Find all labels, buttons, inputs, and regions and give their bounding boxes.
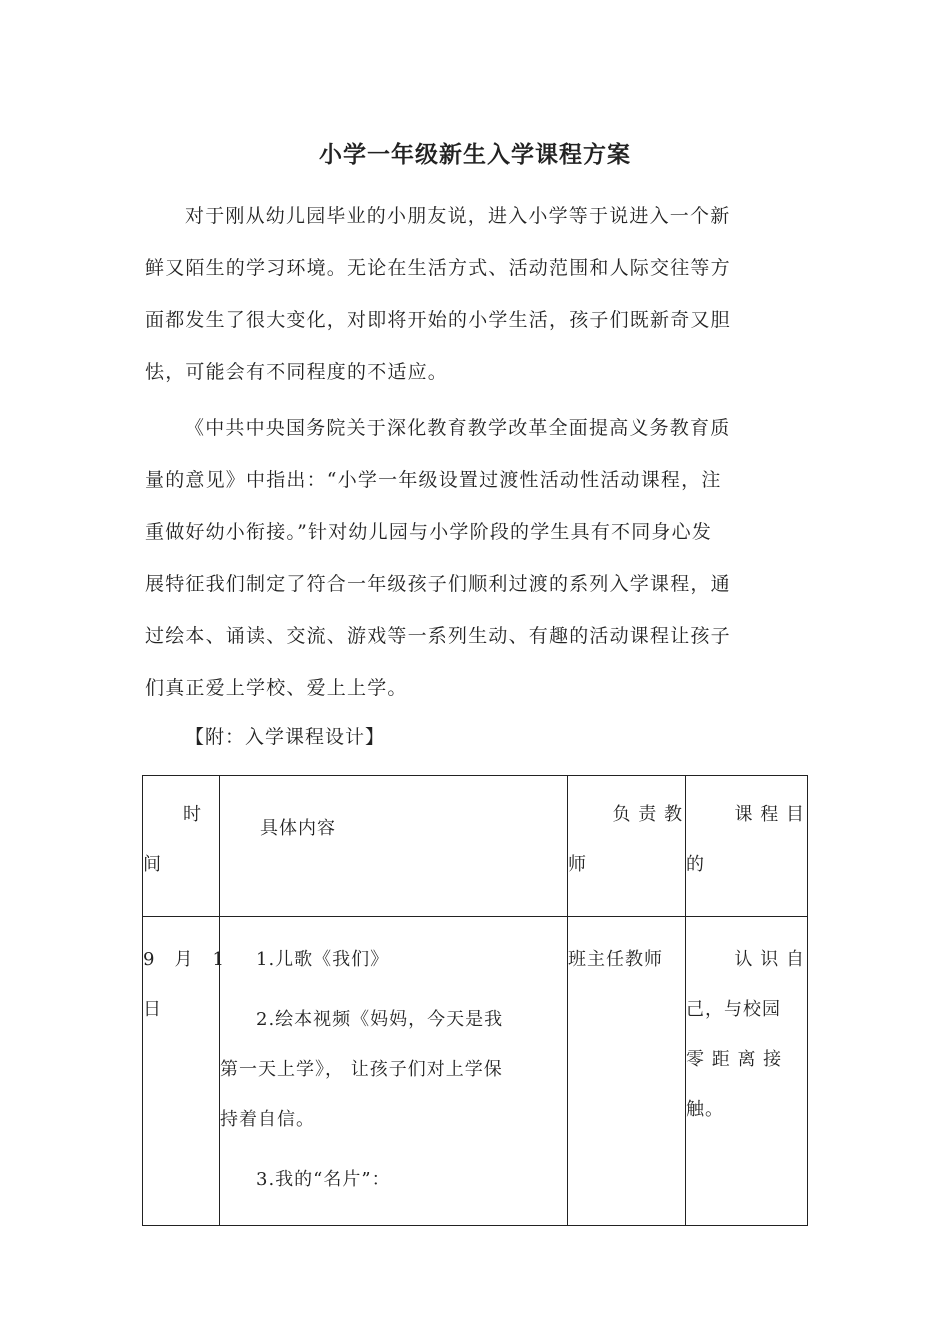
text-line: 面都发生了很大变化，对即将开始的小学生活，孩子们既新奇又胆 [145, 309, 731, 331]
cell-text: 己，与校园 [686, 999, 781, 1020]
text-line: 鲜又陌生的学习环境。无论在生活方式、活动范围和人际交往等方 [145, 257, 731, 279]
header-text: 师 [568, 854, 587, 875]
header-text: 课 程 目 [734, 804, 805, 825]
intro-paragraph [145, 190, 809, 398]
cell-text: 第一天上学》， 让孩子们对上学保 [220, 1059, 503, 1080]
course-table [142, 775, 808, 1226]
header-goal [686, 776, 808, 917]
header-text: 的 [686, 854, 705, 875]
cell-text: 触。 [686, 1099, 724, 1120]
cell-time [143, 917, 225, 1226]
text-line: 对于刚从幼儿园毕业的小朋友说，进入小学等于说进入一个新 [185, 205, 731, 227]
cell-content [220, 917, 568, 1226]
table-row [143, 917, 808, 1226]
cell-text: 零 距 离 接 [686, 1049, 783, 1070]
text-line: 过绘本、诵读、交流、游戏等一系列生动、有趣的活动课程让孩子 [145, 625, 731, 647]
header-content [220, 776, 568, 917]
document-title: 小学一年级新生入学课程方案 [319, 141, 631, 168]
cell-text: 认 识 自 [734, 949, 805, 970]
text-line: 量的意见》中指出：“小学一年级设置过渡性活动性活动课程，注 [145, 469, 722, 491]
cell-goal [686, 917, 808, 1226]
header-teacher [568, 776, 686, 917]
policy-paragraph [145, 402, 809, 714]
text-line: 怯，可能会有不同程度的不适应。 [145, 361, 449, 383]
cell-teacher [568, 917, 686, 1226]
header-text: 间 [143, 854, 162, 875]
cell-text: 2.绘本视频《妈妈，今天是我 [256, 1009, 504, 1030]
text-line: 展特征我们制定了符合一年级孩子们顺利过渡的系列入学课程，通 [145, 573, 731, 595]
cell-text: 1.儿歌《我们》 [256, 949, 390, 970]
cell-text: 持着自信。 [220, 1109, 315, 1130]
table-header-row [143, 776, 808, 917]
cell-text: 日 [143, 999, 162, 1020]
header-text: 具体内容 [260, 818, 336, 839]
text-line: 《中共中央国务院关于深化教育教学改革全面提高义务教育质 [185, 417, 731, 439]
cell-text: 3.我的“名片”： [256, 1169, 391, 1190]
cell-text: 班主任教师 [568, 949, 663, 970]
cell-text: 9 月 1 [143, 949, 225, 970]
appendix-label: 【附：入学课程设计】 [185, 726, 386, 748]
header-text: 负 责 教 [612, 804, 683, 825]
header-text: 时 [183, 804, 202, 825]
text-line: 们真正爱上学校、爱上上学。 [145, 677, 408, 699]
header-time [143, 776, 220, 917]
text-line: 重做好幼小衔接。”针对幼儿园与小学阶段的学生具有不同身心发 [145, 521, 713, 543]
